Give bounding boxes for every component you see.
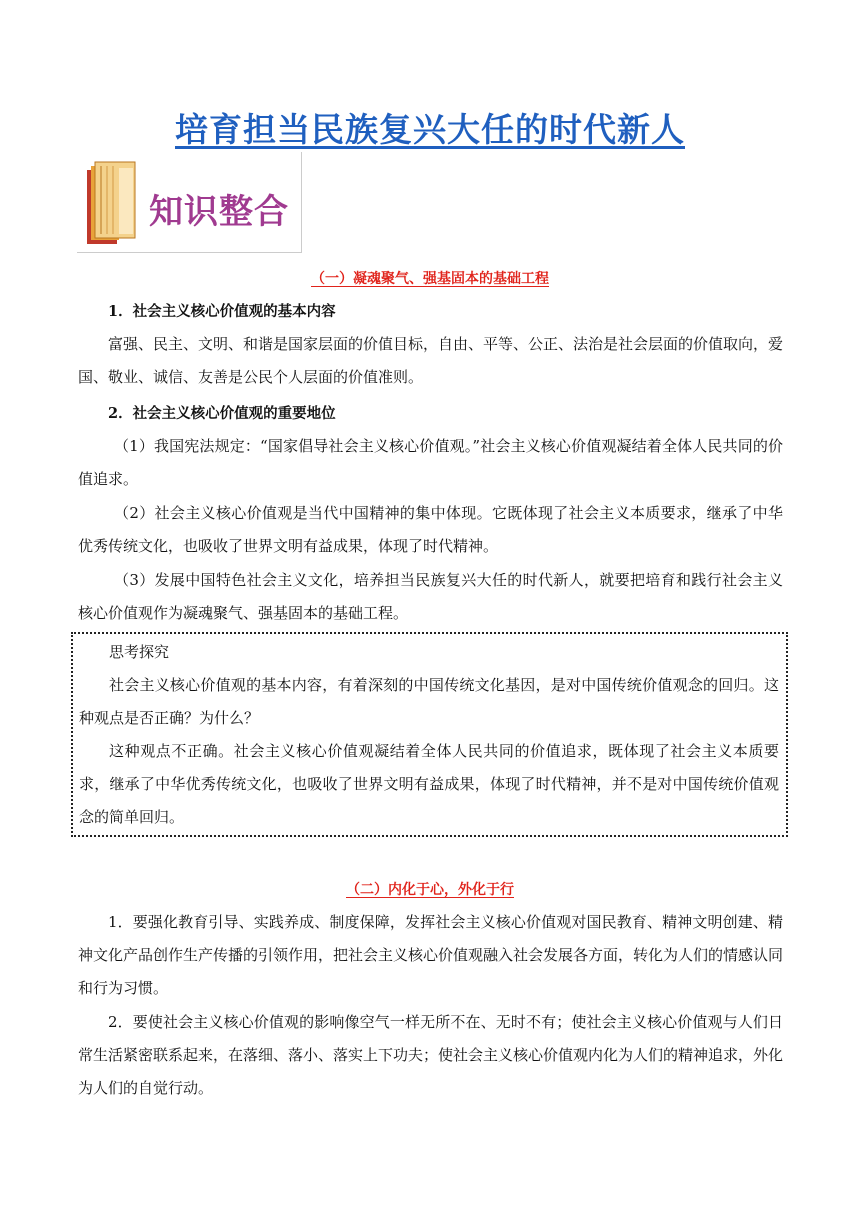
logo-text: 知识整合 (149, 192, 289, 232)
box-question: 社会主义核心价值观的基本内容，有着深刻的中国传统文化基因，是对中国传统价值观念的回归。这种观点是否正确？为什么？ (79, 676, 779, 727)
paragraph-internalize-1: 1．要强化教育引导、实践养成、制度保障，发挥社会主义核心价值观对国民教育、精神文明创建、精神文化产品创作生产传播的引领作用，把社会主义核心价值观融入社会发展各方面，转化为人们的情感认同和行为习惯。 (78, 913, 784, 997)
section-heading-2: （二）内化于心，外化于行 (346, 882, 514, 898)
book-icon (85, 160, 143, 246)
knowledge-logo (77, 152, 302, 253)
paragraph-status-1: （1）我国宪法规定：“国家倡导社会主义核心价值观。”社会主义核心价值观凝结着全体人民共同的价值追求。 (78, 437, 783, 488)
page-title: 培育担当民族复兴大任的时代新人 (175, 110, 685, 149)
heading-basic-content: 1．社会主义核心价值观的基本内容 (108, 303, 336, 320)
box-label: 思考探究 (109, 643, 170, 661)
think-explore-box (71, 632, 788, 837)
heading-important-status: 2．社会主义核心价值观的重要地位 (108, 405, 336, 422)
box-answer: 这种观点不正确。社会主义核心价值观凝结着全体人民共同的价值追求，既体现了社会主义本质要求，继承了中华优秀传统文化，也吸收了世界文明有益成果，体现了时代精神，并不是对中国传统价值观念的简单回归。 (79, 742, 779, 826)
paragraph-status-2: （2）社会主义核心价值观是当代中国精神的集中体现。它既体现了社会主义本质要求，继承了中华优秀传统文化，也吸收了世界文明有益成果，体现了时代精神。 (78, 504, 783, 555)
section-heading-1: （一）凝魂聚气、强基固本的基础工程 (311, 271, 549, 287)
paragraph-internalize-2: 2．要使社会主义核心价值观的影响像空气一样无所不在、无时不有；使社会主义核心价值观与人们日常生活紧密联系起来，在落细、落小、落实上下功夫；使社会主义核心价值观内化为人们的精神追求，外化为人们的自觉行动。 (78, 1013, 784, 1097)
paragraph-basic-content: 富强、民主、文明、和谐是国家层面的价值目标，自由、平等、公正、法治是社会层面的价值取向，爱国、敬业、诚信、友善是公民个人层面的价值准则。 (78, 335, 784, 386)
paragraph-status-3: （3）发展中国特色社会主义文化，培养担当民族复兴大任的时代新人，就要把培育和践行社会主义核心价值观作为凝魂聚气、强基固本的基础工程。 (78, 571, 783, 622)
